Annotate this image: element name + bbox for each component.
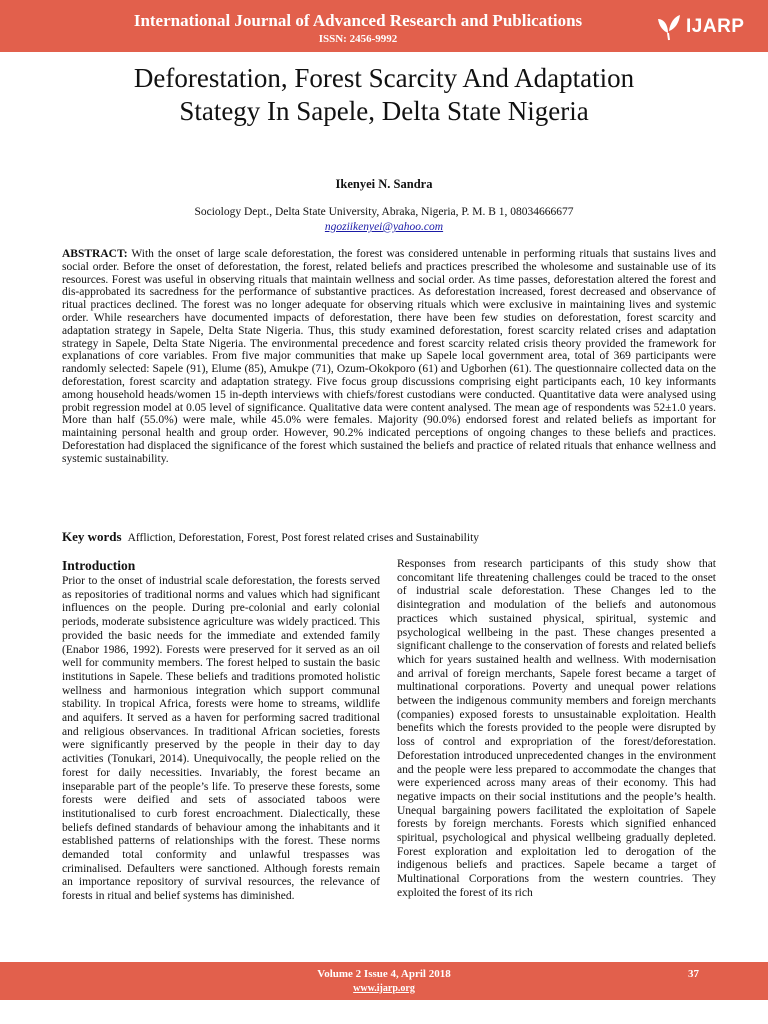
introduction-heading: Introduction: [62, 558, 136, 573]
journal-url-link[interactable]: www.ijarp.org: [353, 983, 415, 994]
abstract-label: ABSTRACT:: [62, 248, 128, 260]
page-number: 37: [688, 968, 699, 980]
journal-name: International Journal of Advanced Research and Publications: [133, 11, 583, 30]
author-affiliation: Sociology Dept., Delta State University, Abraka, Nigeria, P. M. B 1, 08034666677: [194, 206, 574, 218]
keywords-text: Affliction, Deforestation, Forest, Post forest related crises and Sustainability: [127, 532, 480, 544]
abstract-text: With the onset of large scale deforestation, the forest was considered untenable in performing rituals that sustains lives and social order. Before the onset of deforestation, the forest, related beliefs and practices prescribed the wholesome and sustainable use of its resources. Forest was useful in observing rituals that maintain wellness and social order. As time passes, deforestation altered the forest and dis-approbated its sacredness for the performance of substantive practices. As deforestation increased, forest decreased and observance of ritual practices declined. The forest was no longer adequate for observing rituals which were exclusive in maintaining lives and systemic order. While researchers have documented impacts of deforestation, there have been few studies on deforestation, forest scarcity and adaptation strategy in Sapele, Delta State Nigeria. Thus, this study examined deforestation, forest scarcity related crises and adaptation strategy in Sapele, Delta State Nigeria. The environmental precedence and forest scarcity related crisis theory provided the framework for explanations of core variables. From five major communities that make up Sapele local government area, total of 369 participants were randomly selected: Sapele (91), Elume (85), Amukpe (71), Ozum-Okokporo (61) and Ugborhen (61). The questionnaire collected data on the deforestation, forest scarcity and adaptation strategy. Five focus group discussions comprising eight participants each, 10 key informants among household heads/women 15 in-depth interviews with chiefs/forest custodians were conducted. Quantitative data were analysed using probit regression model at 0.05 level of significance. Qualitative data were content analysed. The mean age of respondents was 52±1.0 years. More than half (55.0%) were male, while 45.0% were females. Majority (90.0%) endorsed forest and related beliefs as important for maintaining personal health and group order. However, 90.2% indicated perceptions of ongoing changes to these beliefs and practices. Deforestation had displaced the significance of the forest which sustained the beliefs and practice of related rituals that enhance wellness and systemic sustainability.: [62, 248, 716, 465]
leaf-logo-icon: [654, 13, 684, 41]
author-name: Ikenyei N. Sandra: [335, 177, 433, 191]
introduction-left-column: Prior to the onset of industrial scale deforestation, the forests served as repositories of traditional norms and values which had significant influences on the people. During pre-colonial and early colonial periods, moderate subsistence agriculture was widely practiced. This provided the basic needs for the immediate and extended family (Enabor 1986, 1992). Forests were preserved for it served as an oil well for community members. The forest helped to sustain the basic institutions in Sapele. These beliefs and traditions promoted holistic wellness and harmonious integration which support communal stability. In tropical Africa, forests were home to streams, wildlife and aquifers. It served as a haven for performing sacred traditional and religious observances. In traditional African societies, forests were significantly preserved by the people in their day to day activities (Tonukari, 2014). Unequivocally, the people relied on the forest for daily necessities. Invariably, the forest became an inseparable part of the people’s life. To preserve these forests, some forests were deified and sets of associated taboos were institutionalised to curb forest encroachment. Dialectically, these beliefs defined standards of behaviour among the inhabitants and it established patterns of relationships with the forest. These norms demanded total conformity and unlawful trespasses was criminalised. Defaulters were sanctioned. Although forests remain an importance repository of survival resources, the relevance of forests in ritual and belief systems has diminished.: [62, 575, 380, 903]
issn: ISSN: 2456-9992: [318, 33, 398, 45]
abstract: [62, 248, 716, 466]
author-email-link[interactable]: ngoziikenyei@yahoo.com: [324, 221, 444, 233]
keywords-label: Key words: [62, 529, 122, 544]
journal-header: [0, 0, 768, 52]
volume-issue: Volume 2 Issue 4, April 2018: [317, 968, 451, 980]
introduction-right-column: Responses from research participants of this study show that concomitant life threatening challenges could be traced to the onset of industrial scale deforestation. These Changes led to the disintegration and modulation of the beliefs and autonomous practices which sustained physical, spiritual, systemic and psychological wellbeing in the past. These changes presented a significant challenge to the conservation of forests and related beliefs which for years sustained health and wellness. With modernisation and arrival of foreign merchants, Sapele forest became a target of multinational corporations. Poverty and unequal power relations between the indigenous community members and foreign merchants (companies) exposed forests to unsustainable exploitation. Health benefits which the forests provided to the people were disrupted by loss of control and expropriation of the forest/deforestation. Deforestation introduced unprecedented changes in the environment and the people were less prepared to accommodate the changes that were experienced across many areas of their economy. This had negative impacts on their social institutions and the people’s health. Unequal bargaining powers facilitated the exploitation of Sapele forests by foreign merchants. Forests which signified enhanced spiritual, psychological and physical wellbeing gradually depleted. Forest exploration and exploitation led to derogation of the indigenous beliefs and practices. Sapele became a target of Multinational Corporations from the western countries. They exploited the forest of its rich: [397, 558, 717, 899]
page-footer: [0, 962, 768, 1000]
paper-title: Deforestation, Forest Scarcity And Adaptation Stategy In Sapele, Delta State Nigeria: [133, 63, 635, 126]
logo-text: IJARP: [686, 16, 745, 37]
ijarp-logo: [654, 13, 754, 41]
keywords: [62, 529, 716, 546]
